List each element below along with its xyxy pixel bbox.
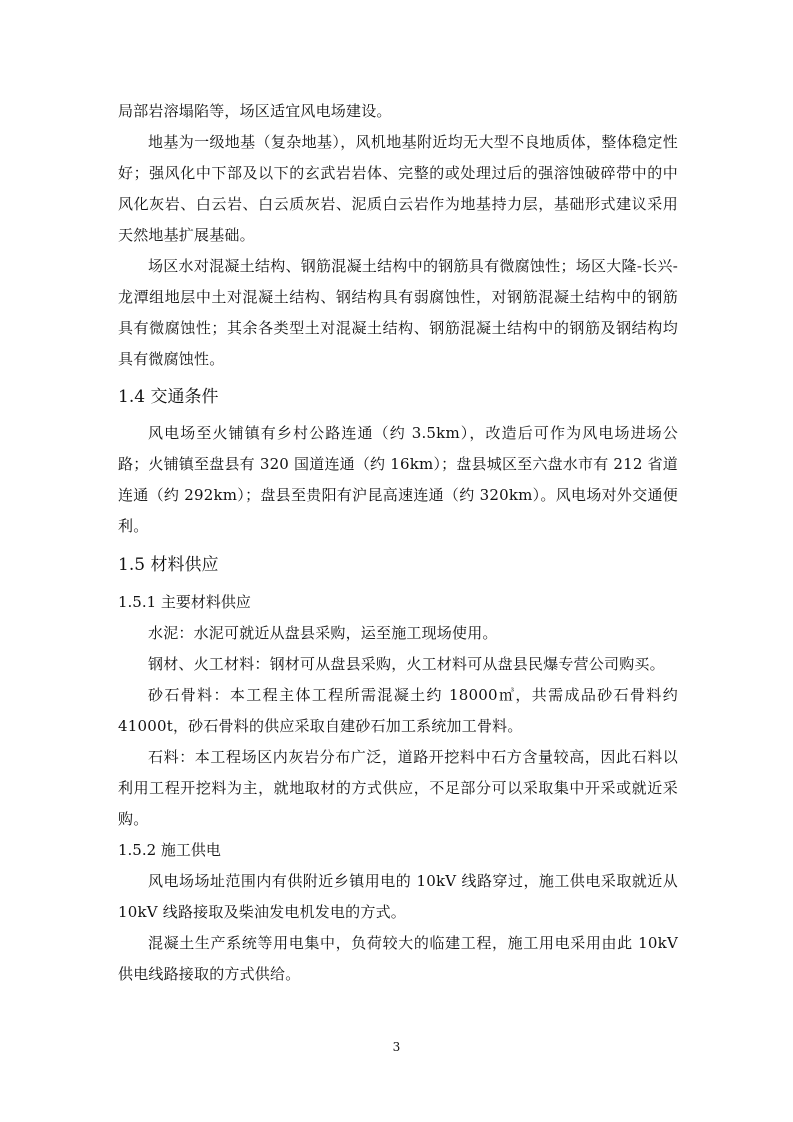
paragraph-power-supply: 混凝土生产系统等用电集中，负荷较大的临建工程，施工用电采用由此 10kV 供电线路接取的方式供给。 (118, 934, 678, 983)
paragraph-group-traffic (118, 418, 678, 542)
paragraph-group-power (118, 866, 678, 990)
section-heading-materials: 1.5 材料供应 (118, 555, 219, 575)
paragraph-group-materials (118, 618, 678, 835)
paragraph-power-line: 风电场场址范围内有供附近乡镇用电的 10kV 线路穿过，施工供电采取就近从 10kV 线路接取及柴油发电机发电的方式。 (118, 872, 678, 921)
paragraph-karst: 局部岩溶塌陷等，场区适宜风电场建设。 (118, 102, 392, 120)
paragraph-cement: 水泥：水泥可就近从盘县采购，运至施工现场使用。 (148, 624, 498, 642)
paragraph-traffic: 风电场至火铺镇有乡村公路连通（约 3.5km），改造后可作为风电场进场公路；火铺镇至盘县有 320 国道连通（约 16km）；盘县城区至六盘水市有 212 省道连通（约 292km）；盘县至贵阳有沪昆高速连通（约 320km）。风电场对外交通便利。 (118, 424, 678, 535)
paragraph-foundation: 地基为一级地基（复杂地基），风机地基附近均无大型不良地质体，整体稳定性好；强风化中下部及以下的玄武岩岩体、完整的或处理过后的强溶蚀破碎带中的中风化灰岩、白云岩、白云质灰岩、泥质白云岩作为地基持力层，基础形式建议采用天然地基扩展基础。 (118, 133, 678, 244)
subsection-heading-power: 1.5.2 施工供电 (118, 841, 221, 859)
page-number: 3 (392, 1040, 401, 1054)
paragraph-stone: 石料：本工程场区内灰岩分布广泛，道路开挖料中石方含量较高，因此石料以利用工程开挖料为主，就地取材的方式供应，不足部分可以采取集中开采或就近采购。 (118, 748, 678, 828)
paragraph-aggregate: 砂石骨料：本工程主体工程所需混凝土约 18000㎥，共需成品砂石骨料约 41000t，砂石骨料的供应采取自建砂石加工系统加工骨料。 (118, 686, 678, 735)
paragraph-steel: 钢材、火工材料：钢材可从盘县采购，火工材料可从盘县民爆专营公司购买。 (148, 655, 665, 673)
section-heading-traffic: 1.4 交通条件 (118, 387, 219, 407)
subsection-heading-main-materials: 1.5.1 主要材料供应 (118, 593, 251, 611)
paragraph-group-intro (118, 96, 678, 375)
paragraph-corrosion: 场区水对混凝土结构、钢筋混凝土结构中的钢筋具有微腐蚀性；场区大隆-长兴-龙潭组地层中土对混凝土结构、钢结构具有弱腐蚀性，对钢筋混凝土结构中的钢筋具有微腐蚀性；其余各类型土对混凝土结构、钢筋混凝土结构中的钢筋及钢结构均具有微腐蚀性。 (118, 257, 678, 368)
